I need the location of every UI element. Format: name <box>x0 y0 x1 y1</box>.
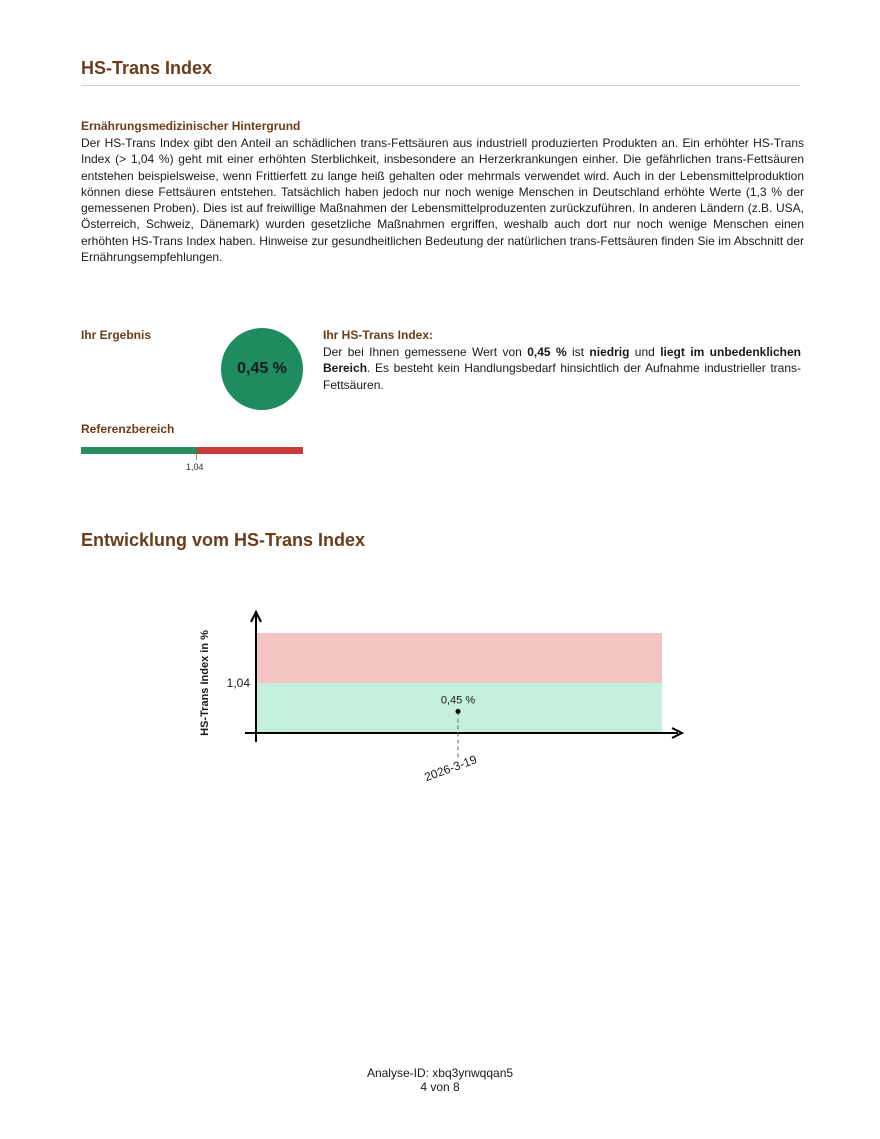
background-text: Der HS-Trans Index gibt den Anteil an schädlichen trans-Fettsäuren aus industriell produzierten Produkten an. Ein erhöhter HS-Trans Index (> 1,04 %) geht mit einer erhöhten Sterblichkeit, insbesondere an Herzerkrankungen einher. Die gefährlichen trans-Fettsäuren entstehen beispielsweise, wenn Frittierfett zu lange heiß gehalten oder mehrmals verwendet wird. Auch in der Lebensmittelproduktion können diese Fettsäuren entstehen. Tatsächlich haben jedoch nur noch wenige Menschen in Deutschland erhöhte Werte (1,3 % der gemessenen Proben). Dies ist auf freiwillige Maßnahmen der Lebensmittelproduzenten zurückzuführen. In anderen Ländern (z.B. USA, Österreich, Schweiz, Dänemark) wurden gesetzliche Maßnahmen ergriffen, weshalb auch dort nur noch wenige Menschen einen erhöhten HS-Trans Index haben. Hinweise zur gesundheitlichen Bedeutung der natürlichen trans-Fettsäuren finden Sie im Abschnitt der Ernährungsempfehlungen. <box>81 136 804 265</box>
reference-tick <box>196 454 197 460</box>
background-heading: Ernährungsmedizinischer Hintergrund <box>81 119 301 133</box>
analysis-id: Analyse-ID: xbq3ynwqqan5 <box>366 1066 514 1080</box>
chart-zone-1 <box>256 633 662 683</box>
data-point <box>456 709 461 714</box>
page-number: 4 von 8 <box>420 1080 460 1094</box>
reference-label: Referenzbereich <box>81 422 175 436</box>
index-text-part: Der bei Ihnen gemessene Wert von <box>323 345 528 359</box>
development-chart <box>190 600 700 800</box>
result-value: 0,45 % <box>237 360 287 377</box>
result-circle <box>221 328 303 410</box>
y-tick-label: 1,04 <box>226 676 250 690</box>
chart-zone-0 <box>256 683 662 733</box>
reference-bar-normal <box>81 447 197 454</box>
reference-threshold-label: 1,04 <box>186 462 204 472</box>
index-text <box>323 344 801 393</box>
development-title: Entwicklung vom HS-Trans Index <box>81 530 366 550</box>
x-tick-label: 2026-3-19 <box>422 752 479 785</box>
index-text-part: . Es besteht kein Handlungsbedarf hinsichtlich der Aufnahme industrieller trans-Fettsäuren. <box>323 361 801 392</box>
y-axis-label: HS-Trans Index in % <box>199 630 211 736</box>
index-heading: Ihr HS-Trans Index: <box>323 328 434 342</box>
reference-bar <box>81 447 303 454</box>
title-divider <box>81 85 800 86</box>
index-text-part: ist <box>566 345 590 359</box>
footer <box>0 1066 880 1094</box>
data-point-label: 0,45 % <box>440 694 476 707</box>
reference-bar-elevated <box>197 447 303 454</box>
index-range: liegt im unbedenklichen Bereich <box>323 345 802 376</box>
index-rating: niedrig <box>589 345 630 359</box>
result-label: Ihr Ergebnis <box>81 328 152 342</box>
page-title: HS-Trans Index <box>81 58 213 78</box>
index-value: 0,45 % <box>527 345 567 359</box>
index-text-part: und <box>629 345 661 359</box>
